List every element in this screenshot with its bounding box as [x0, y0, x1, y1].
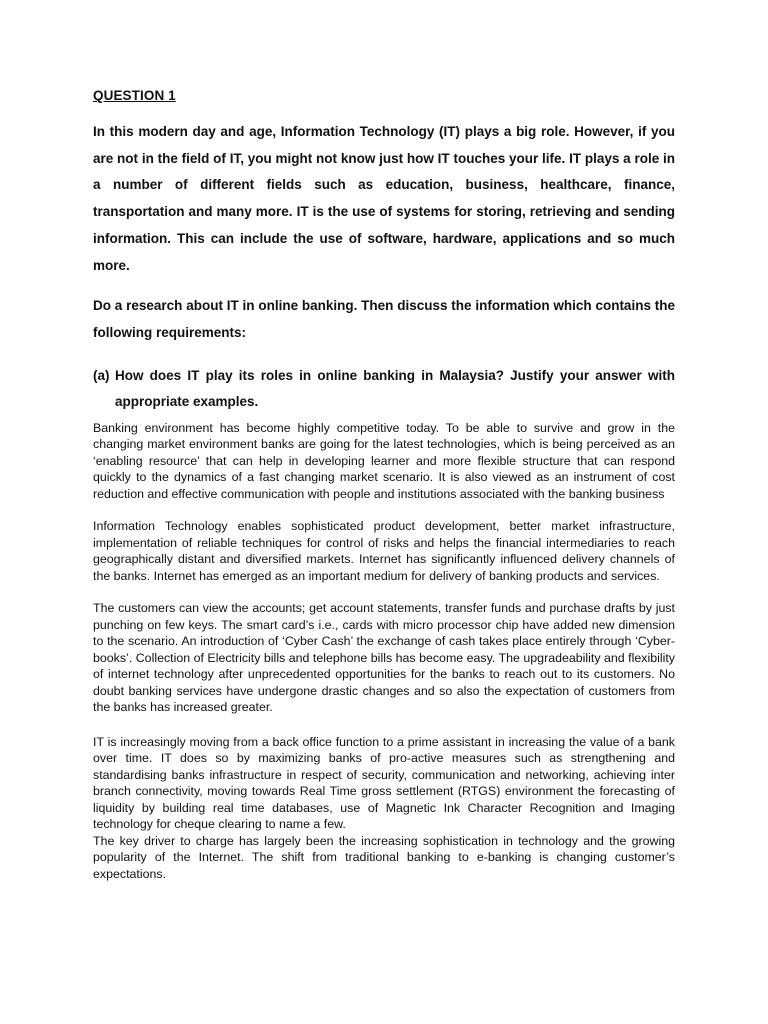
task-paragraph: Do a research about IT in online banking. Then discuss the information which contains the following requirements: [93, 298, 675, 340]
answer-paragraph-1: Banking environment has become highly competitive today. To be able to survive and grow in the changing market environment banks are going for the latest technologies, which is being perceived as an ‘enabling resource’ that can help in developing learner and more flexible structure that can respond quickly to the dynamics of a fast changing market scenario. It is also viewed as an instrument of cost reduction and effective communication with people and institutions associated with the banking business [93, 420, 675, 501]
answer-paragraph-2: Information Technology enables sophisticated product development, better market infrastructure, implementation of reliable techniques for control of risks and helps the financial intermediaries to reach geographically distant and diversified markets. Internet has significantly influenced delivery channels of the banks. Internet has emerged as an important medium for delivery of banking products and services. [93, 519, 675, 583]
answer-paragraph-5: The key driver to charge has largely been the increasing sophistication in technology and the growing popularity of the Internet. The shift from traditional banking to e-banking is changing customer’s expectations. [93, 833, 675, 881]
intro-paragraph: In this modern day and age, Information Technology (IT) plays a big role. However, if you are not in the field of IT, you might not know just how IT touches your life. IT plays a role in a number of different fields such as education, business, healthcare, finance, transportation and many more. IT is the use of systems for storing, retrieving and sending information. This can include the use of software, hardware, applications and so much more. [93, 124, 675, 273]
answer-paragraph-4: IT is increasingly moving from a back office function to a prime assistant in increasing the value of a bank over time. IT does so by maximizing banks of pro-active measures such as strengthening and standardising banks infrastructure in respect of security, communication and networking, achieving inter branch connectivity, moving towards Real Time gross settlement (RTGS) environment the forecasting of liquidity by building real time databases, use of Magnetic Ink Character Recognition and Imaging technology for cheque clearing to name a few. [93, 734, 675, 832]
question-heading: QUESTION 1 [93, 88, 176, 103]
document-content [93, 88, 675, 898]
subquestion-label: (a) [93, 367, 110, 383]
answer-paragraph-3: The customers can view the accounts; get account statements, transfer funds and purchase drafts by just punching on few keys. The smart card’s i.e., cards with micro processor chip have added new dimension to the scenario. An introduction of ‘Cyber Cash’ the exchange of cash takes place entirely through ‘Cyber-books’. Collection of Electricity bills and telephone bills has become easy. The upgradeability and flexibility of internet technology after unprecedented opportunities for the banks to reach out to its customers. No doubt banking services have undergone drastic changes and so also the expectation of customers from the banks has increased greater. [93, 601, 675, 715]
subquestion-a [93, 363, 675, 416]
subquestion-text: How does IT play its roles in online banking in Malaysia? Justify your answer with appropriate examples. [115, 367, 675, 410]
